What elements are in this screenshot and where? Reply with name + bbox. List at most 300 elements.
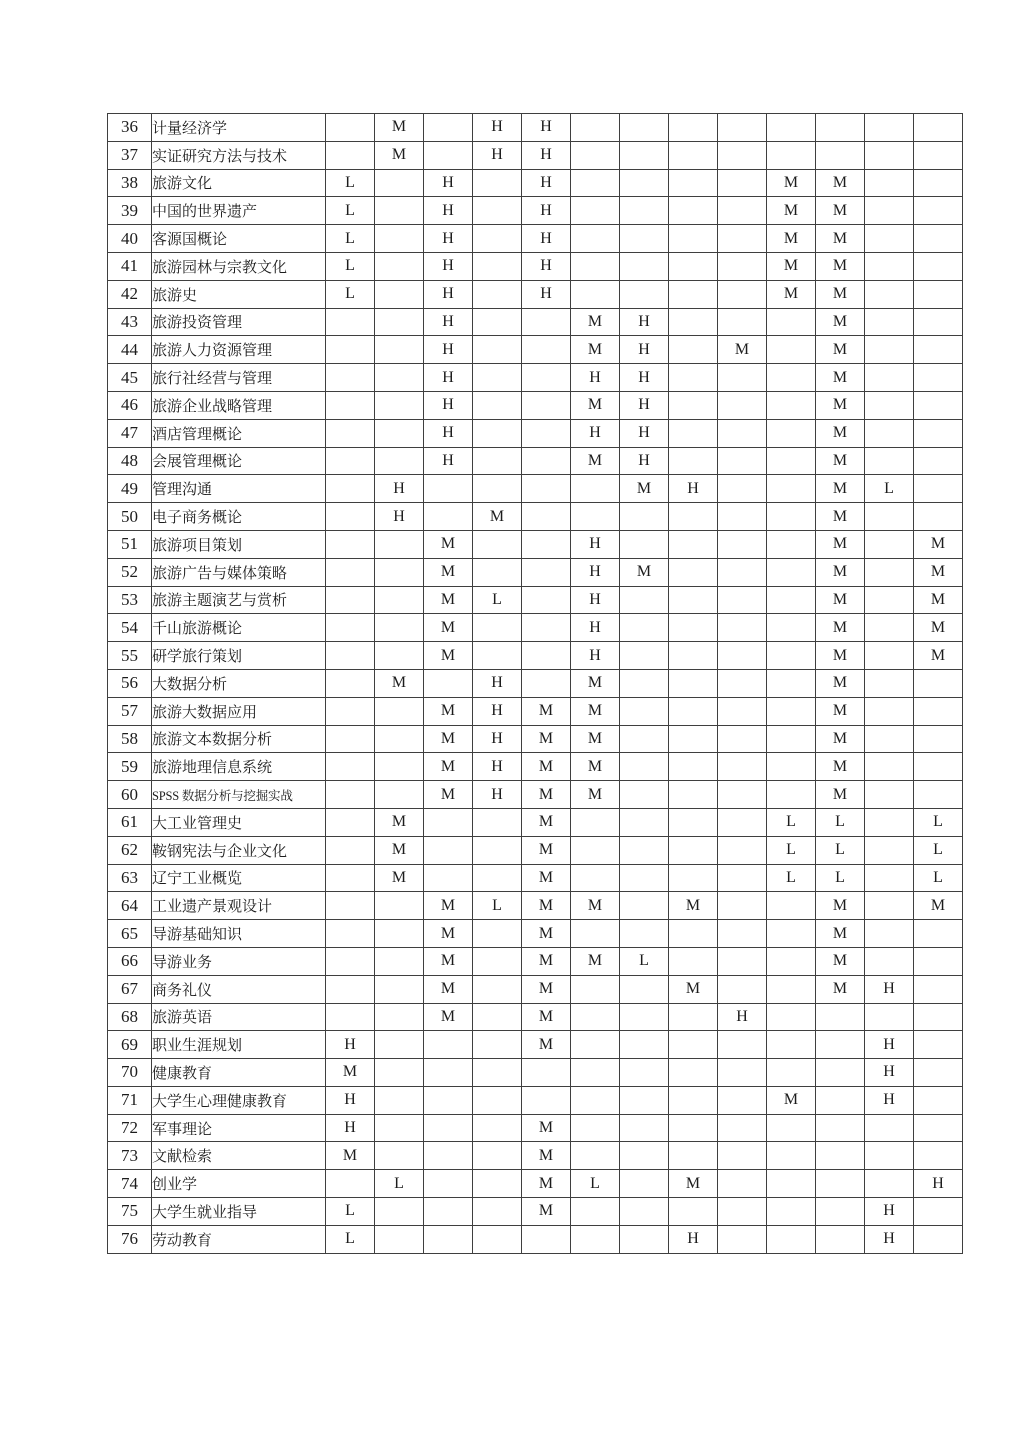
matrix-cell: M <box>375 669 424 697</box>
matrix-cell: M <box>424 781 473 809</box>
matrix-cell-empty <box>865 169 914 197</box>
course-number: 44 <box>108 336 152 364</box>
matrix-cell-empty <box>326 836 375 864</box>
matrix-cell-empty <box>914 141 963 169</box>
course-name: 旅游文化 <box>152 169 326 197</box>
matrix-cell-empty <box>375 781 424 809</box>
matrix-cell-empty <box>424 1170 473 1198</box>
matrix-cell-empty <box>571 1198 620 1226</box>
matrix-cell: M <box>914 586 963 614</box>
matrix-cell-empty <box>620 1059 669 1087</box>
course-name: 大数据分析 <box>152 669 326 697</box>
table-row <box>108 1170 963 1198</box>
matrix-cell: H <box>424 169 473 197</box>
matrix-cell-empty <box>669 280 718 308</box>
table-body <box>108 114 963 1254</box>
matrix-cell: M <box>522 808 571 836</box>
matrix-cell-empty <box>865 697 914 725</box>
matrix-cell-empty <box>522 558 571 586</box>
matrix-cell: M <box>816 586 865 614</box>
course-number: 48 <box>108 447 152 475</box>
course-name: 军事理论 <box>152 1114 326 1142</box>
matrix-cell: H <box>865 1086 914 1114</box>
matrix-cell: M <box>424 725 473 753</box>
matrix-cell-empty <box>718 1031 767 1059</box>
course-name: 旅游园林与宗教文化 <box>152 252 326 280</box>
matrix-cell-empty <box>718 419 767 447</box>
matrix-cell-empty <box>669 753 718 781</box>
matrix-cell-empty <box>326 364 375 392</box>
matrix-cell: M <box>669 1170 718 1198</box>
table-row <box>108 614 963 642</box>
matrix-cell: M <box>522 697 571 725</box>
matrix-cell-empty <box>767 447 816 475</box>
matrix-cell-empty <box>424 114 473 142</box>
course-number: 69 <box>108 1031 152 1059</box>
matrix-cell-empty <box>620 920 669 948</box>
matrix-cell: M <box>816 391 865 419</box>
matrix-cell-empty <box>914 669 963 697</box>
course-name: 旅游地理信息系统 <box>152 753 326 781</box>
matrix-cell-empty <box>865 642 914 670</box>
matrix-cell: L <box>375 1170 424 1198</box>
matrix-cell-empty <box>914 781 963 809</box>
matrix-cell-empty <box>375 225 424 253</box>
matrix-cell-empty <box>669 1031 718 1059</box>
matrix-cell: M <box>669 975 718 1003</box>
matrix-cell: M <box>522 725 571 753</box>
course-name: 导游业务 <box>152 947 326 975</box>
matrix-cell-empty <box>375 1031 424 1059</box>
matrix-cell-empty <box>375 530 424 558</box>
matrix-cell: M <box>767 225 816 253</box>
matrix-cell-empty <box>865 419 914 447</box>
matrix-cell-empty <box>326 1003 375 1031</box>
course-name: 中国的世界遗产 <box>152 197 326 225</box>
matrix-cell-empty <box>669 864 718 892</box>
table-row <box>108 114 963 142</box>
table-row <box>108 920 963 948</box>
matrix-cell-empty <box>669 642 718 670</box>
matrix-cell: L <box>326 225 375 253</box>
matrix-cell-empty <box>669 1198 718 1226</box>
matrix-cell-empty <box>571 1059 620 1087</box>
matrix-cell-empty <box>669 947 718 975</box>
course-number: 71 <box>108 1086 152 1114</box>
course-number: 46 <box>108 391 152 419</box>
matrix-cell-empty <box>816 1114 865 1142</box>
table-row <box>108 975 963 1003</box>
matrix-cell: M <box>571 669 620 697</box>
course-name: 旅游投资管理 <box>152 308 326 336</box>
matrix-cell-empty <box>571 475 620 503</box>
course-number: 54 <box>108 614 152 642</box>
matrix-cell-empty <box>326 947 375 975</box>
matrix-cell: L <box>767 864 816 892</box>
matrix-cell: M <box>375 114 424 142</box>
matrix-cell-empty <box>816 1170 865 1198</box>
matrix-cell: L <box>473 586 522 614</box>
matrix-cell: M <box>669 892 718 920</box>
matrix-cell-empty <box>620 669 669 697</box>
course-number: 74 <box>108 1170 152 1198</box>
matrix-cell-empty <box>865 197 914 225</box>
table-row <box>108 669 963 697</box>
matrix-cell-empty <box>865 391 914 419</box>
course-number: 40 <box>108 225 152 253</box>
table-row <box>108 197 963 225</box>
matrix-cell-empty <box>718 364 767 392</box>
matrix-cell-empty <box>375 920 424 948</box>
matrix-cell: H <box>424 364 473 392</box>
matrix-cell-empty <box>473 419 522 447</box>
matrix-cell-empty <box>865 781 914 809</box>
matrix-cell-empty <box>718 503 767 531</box>
matrix-cell-empty <box>571 280 620 308</box>
matrix-cell-empty <box>326 614 375 642</box>
course-name: 实证研究方法与技术 <box>152 141 326 169</box>
matrix-cell-empty <box>914 1114 963 1142</box>
course-name: 酒店管理概论 <box>152 419 326 447</box>
course-name: 工业遗产景观设计 <box>152 892 326 920</box>
matrix-cell-empty <box>473 1031 522 1059</box>
table-row <box>108 808 963 836</box>
matrix-cell-empty <box>718 642 767 670</box>
matrix-cell-empty <box>571 836 620 864</box>
matrix-cell-empty <box>522 1059 571 1087</box>
course-name: 管理沟通 <box>152 475 326 503</box>
matrix-cell-empty <box>326 975 375 1003</box>
course-number: 73 <box>108 1142 152 1170</box>
matrix-cell-empty <box>571 1225 620 1253</box>
matrix-cell-empty <box>767 530 816 558</box>
table-row <box>108 308 963 336</box>
matrix-cell-empty <box>718 836 767 864</box>
matrix-cell: H <box>424 280 473 308</box>
course-name: 计量经济学 <box>152 114 326 142</box>
matrix-cell-empty <box>669 364 718 392</box>
matrix-cell: H <box>522 252 571 280</box>
matrix-cell-empty <box>375 308 424 336</box>
matrix-cell-empty <box>865 447 914 475</box>
course-name: 健康教育 <box>152 1059 326 1087</box>
matrix-cell-empty <box>620 614 669 642</box>
matrix-cell-empty <box>865 1114 914 1142</box>
matrix-cell: M <box>816 419 865 447</box>
matrix-cell: M <box>522 892 571 920</box>
matrix-cell: H <box>326 1031 375 1059</box>
matrix-cell-empty <box>375 364 424 392</box>
matrix-cell: M <box>816 975 865 1003</box>
matrix-cell-empty <box>718 447 767 475</box>
matrix-cell-empty <box>326 920 375 948</box>
matrix-cell-empty <box>767 642 816 670</box>
matrix-cell-empty <box>767 920 816 948</box>
matrix-cell-empty <box>865 114 914 142</box>
matrix-cell-empty <box>571 1142 620 1170</box>
matrix-cell-empty <box>326 864 375 892</box>
matrix-cell-empty <box>865 669 914 697</box>
matrix-cell: L <box>816 808 865 836</box>
course-name: 客源国概论 <box>152 225 326 253</box>
matrix-cell-empty <box>767 1170 816 1198</box>
matrix-cell-empty <box>718 781 767 809</box>
course-name: 千山旅游概论 <box>152 614 326 642</box>
matrix-cell-empty <box>424 1142 473 1170</box>
matrix-cell: M <box>522 1142 571 1170</box>
matrix-cell-empty <box>914 697 963 725</box>
matrix-cell-empty <box>718 1170 767 1198</box>
matrix-cell-empty <box>375 1142 424 1170</box>
matrix-cell: M <box>522 1170 571 1198</box>
matrix-cell-empty <box>865 1003 914 1031</box>
matrix-cell-empty <box>326 503 375 531</box>
matrix-cell-empty <box>620 1225 669 1253</box>
course-name: 研学旅行策划 <box>152 642 326 670</box>
matrix-cell: H <box>473 114 522 142</box>
matrix-cell: H <box>620 419 669 447</box>
matrix-cell-empty <box>718 892 767 920</box>
matrix-cell-empty <box>571 808 620 836</box>
matrix-cell: M <box>522 1031 571 1059</box>
matrix-cell-empty <box>767 614 816 642</box>
matrix-cell-empty <box>571 864 620 892</box>
matrix-cell-empty <box>473 197 522 225</box>
matrix-cell-empty <box>326 391 375 419</box>
matrix-cell-empty <box>620 975 669 1003</box>
matrix-cell: L <box>914 864 963 892</box>
matrix-cell-empty <box>375 558 424 586</box>
matrix-cell: H <box>522 225 571 253</box>
matrix-cell: M <box>816 530 865 558</box>
matrix-cell-empty <box>620 642 669 670</box>
matrix-cell: M <box>816 280 865 308</box>
matrix-cell-empty <box>718 669 767 697</box>
matrix-cell-empty <box>767 503 816 531</box>
matrix-cell-empty <box>375 1225 424 1253</box>
table-row <box>108 1198 963 1226</box>
matrix-cell: M <box>767 280 816 308</box>
course-name: 电子商务概论 <box>152 503 326 531</box>
matrix-cell-empty <box>326 308 375 336</box>
matrix-cell-empty <box>816 114 865 142</box>
matrix-cell-empty <box>620 1170 669 1198</box>
matrix-cell: M <box>767 252 816 280</box>
table-row <box>108 725 963 753</box>
matrix-cell-empty <box>767 753 816 781</box>
matrix-cell: M <box>571 336 620 364</box>
matrix-cell: H <box>571 364 620 392</box>
matrix-cell-empty <box>473 280 522 308</box>
table-row <box>108 225 963 253</box>
matrix-cell-empty <box>816 1225 865 1253</box>
matrix-cell-empty <box>816 141 865 169</box>
matrix-cell-empty <box>865 336 914 364</box>
table-row <box>108 391 963 419</box>
matrix-cell: M <box>571 892 620 920</box>
matrix-cell-empty <box>914 447 963 475</box>
matrix-cell: M <box>424 947 473 975</box>
matrix-cell-empty <box>522 336 571 364</box>
matrix-cell-empty <box>914 114 963 142</box>
matrix-cell: H <box>571 614 620 642</box>
matrix-cell-empty <box>669 419 718 447</box>
matrix-cell-empty <box>522 308 571 336</box>
matrix-cell-empty <box>767 892 816 920</box>
matrix-cell: M <box>424 614 473 642</box>
matrix-cell: H <box>424 308 473 336</box>
matrix-cell-empty <box>767 114 816 142</box>
matrix-cell: H <box>375 503 424 531</box>
course-number: 62 <box>108 836 152 864</box>
course-number: 43 <box>108 308 152 336</box>
matrix-cell-empty <box>767 1114 816 1142</box>
matrix-cell: H <box>914 1170 963 1198</box>
matrix-cell-empty <box>375 975 424 1003</box>
matrix-cell-empty <box>718 1198 767 1226</box>
table-row <box>108 252 963 280</box>
matrix-cell: M <box>571 947 620 975</box>
matrix-cell-empty <box>326 781 375 809</box>
matrix-cell-empty <box>620 781 669 809</box>
matrix-cell-empty <box>375 169 424 197</box>
matrix-cell-empty <box>620 114 669 142</box>
matrix-cell: H <box>620 336 669 364</box>
course-number: 65 <box>108 920 152 948</box>
matrix-cell-empty <box>914 503 963 531</box>
matrix-cell-empty <box>473 975 522 1003</box>
matrix-cell-empty <box>865 892 914 920</box>
course-name: 旅游主题演艺与赏析 <box>152 586 326 614</box>
matrix-cell: H <box>571 558 620 586</box>
course-name: 商务礼仪 <box>152 975 326 1003</box>
matrix-cell: M <box>522 781 571 809</box>
matrix-cell-empty <box>669 391 718 419</box>
matrix-cell: H <box>522 114 571 142</box>
matrix-cell-empty <box>522 642 571 670</box>
matrix-cell: M <box>816 669 865 697</box>
matrix-cell-empty <box>718 530 767 558</box>
matrix-cell-empty <box>473 614 522 642</box>
matrix-cell-empty <box>718 391 767 419</box>
course-number: 51 <box>108 530 152 558</box>
course-name: 鞍钢宪法与企业文化 <box>152 836 326 864</box>
matrix-cell-empty <box>522 364 571 392</box>
matrix-cell-empty <box>767 1059 816 1087</box>
course-name: 旅游英语 <box>152 1003 326 1031</box>
course-number: 76 <box>108 1225 152 1253</box>
matrix-cell: M <box>816 308 865 336</box>
matrix-cell-empty <box>620 252 669 280</box>
matrix-cell: L <box>767 836 816 864</box>
matrix-cell: L <box>816 836 865 864</box>
matrix-cell-empty <box>816 1003 865 1031</box>
matrix-cell-empty <box>375 1086 424 1114</box>
course-number: 41 <box>108 252 152 280</box>
matrix-cell-empty <box>473 1142 522 1170</box>
matrix-cell-empty <box>571 1086 620 1114</box>
matrix-cell-empty <box>326 586 375 614</box>
matrix-cell-empty <box>718 808 767 836</box>
matrix-cell-empty <box>669 920 718 948</box>
matrix-cell-empty <box>620 141 669 169</box>
matrix-cell-empty <box>669 308 718 336</box>
matrix-cell-empty <box>718 864 767 892</box>
matrix-cell: H <box>865 1225 914 1253</box>
course-number: 37 <box>108 141 152 169</box>
matrix-cell: H <box>620 447 669 475</box>
matrix-cell: L <box>865 475 914 503</box>
matrix-cell-empty <box>914 1059 963 1087</box>
table-row <box>108 1142 963 1170</box>
matrix-cell-empty <box>865 530 914 558</box>
matrix-cell-empty <box>816 1142 865 1170</box>
matrix-cell-empty <box>571 197 620 225</box>
matrix-cell: M <box>816 169 865 197</box>
matrix-cell-empty <box>620 697 669 725</box>
course-name: 大学生就业指导 <box>152 1198 326 1226</box>
matrix-cell-empty <box>718 1059 767 1087</box>
matrix-cell-empty <box>375 252 424 280</box>
matrix-cell: L <box>326 1225 375 1253</box>
matrix-cell-empty <box>718 975 767 1003</box>
matrix-cell-empty <box>620 1086 669 1114</box>
course-number: 39 <box>108 197 152 225</box>
matrix-cell-empty <box>865 252 914 280</box>
matrix-cell: H <box>620 308 669 336</box>
matrix-cell-empty <box>669 447 718 475</box>
matrix-cell: M <box>914 614 963 642</box>
matrix-cell: H <box>424 447 473 475</box>
matrix-cell-empty <box>767 669 816 697</box>
matrix-cell: M <box>816 614 865 642</box>
course-name: 劳动教育 <box>152 1225 326 1253</box>
matrix-cell-empty <box>473 1086 522 1114</box>
matrix-cell: H <box>669 1225 718 1253</box>
matrix-cell-empty <box>865 225 914 253</box>
matrix-cell: M <box>375 864 424 892</box>
matrix-cell-empty <box>473 947 522 975</box>
matrix-cell: L <box>620 947 669 975</box>
matrix-cell-empty <box>669 530 718 558</box>
matrix-cell-empty <box>865 864 914 892</box>
matrix-cell-empty <box>375 197 424 225</box>
matrix-cell-empty <box>767 781 816 809</box>
matrix-cell: H <box>571 530 620 558</box>
table-row <box>108 447 963 475</box>
matrix-cell: H <box>865 975 914 1003</box>
matrix-cell-empty <box>620 808 669 836</box>
matrix-cell-empty <box>473 1198 522 1226</box>
matrix-cell-empty <box>424 836 473 864</box>
table-row <box>108 1225 963 1253</box>
matrix-cell-empty <box>865 503 914 531</box>
matrix-cell-empty <box>620 1142 669 1170</box>
matrix-cell-empty <box>473 1059 522 1087</box>
matrix-cell: M <box>522 1198 571 1226</box>
matrix-cell: M <box>816 252 865 280</box>
matrix-cell-empty <box>767 364 816 392</box>
matrix-cell: M <box>816 336 865 364</box>
matrix-cell: M <box>816 447 865 475</box>
matrix-cell-empty <box>620 280 669 308</box>
matrix-cell-empty <box>718 1086 767 1114</box>
matrix-cell: M <box>375 141 424 169</box>
matrix-cell-empty <box>767 975 816 1003</box>
matrix-cell-empty <box>571 225 620 253</box>
matrix-cell-empty <box>620 1114 669 1142</box>
matrix-cell-empty <box>914 1225 963 1253</box>
